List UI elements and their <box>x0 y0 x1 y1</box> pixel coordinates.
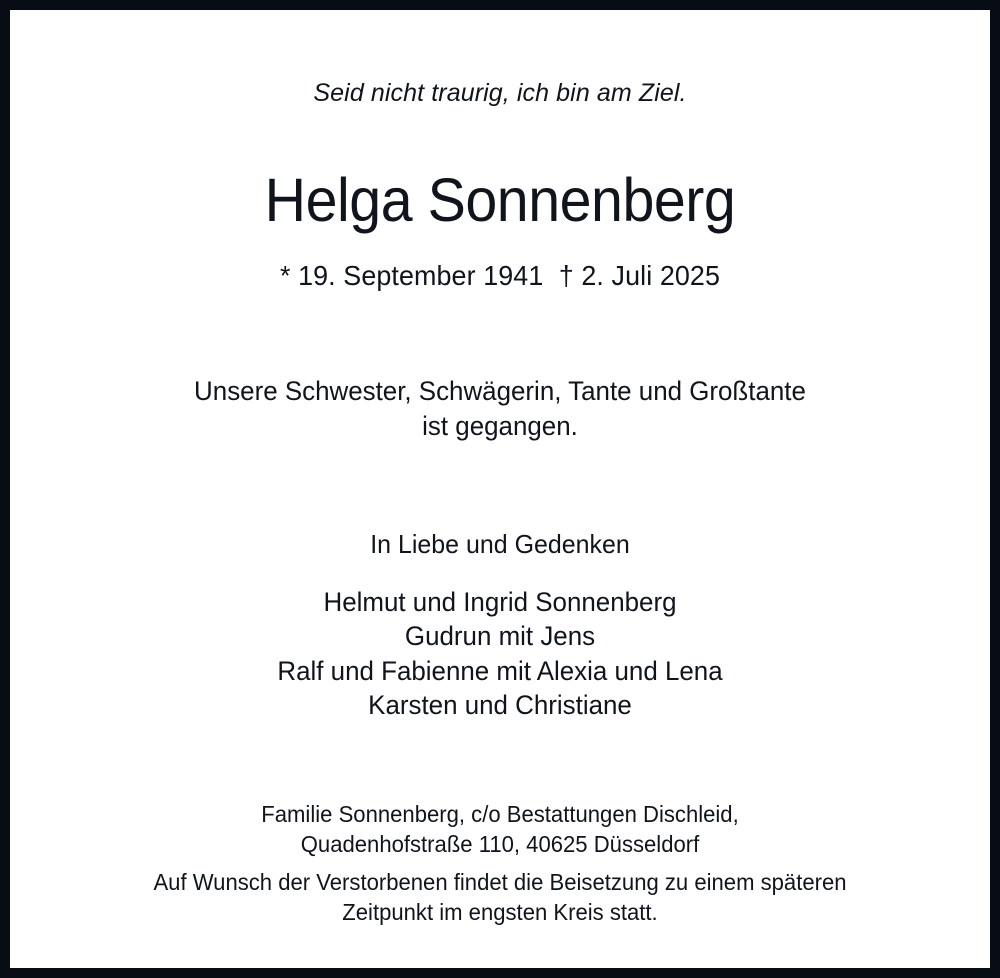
deceased-name: Helga Sonnenberg <box>264 166 736 234</box>
contact-line: Familie Sonnenberg, c/o Bestattungen Dischleid, <box>261 801 739 828</box>
survivor-line: Karsten und Christiane <box>368 689 632 720</box>
funeral-note-line: Auf Wunsch der Verstorbenen findet die Beisetzung zu einem späteren <box>153 868 847 895</box>
birth-date: * 19. September 1941 <box>279 260 544 292</box>
survivor-line: Helmut und Ingrid Sonnenberg <box>323 587 677 618</box>
funeral-note <box>30 868 971 928</box>
funeral-note-line: Zeitpunkt im engsten Kreis statt. <box>342 898 658 925</box>
survivor-line: Gudrun mit Jens <box>404 621 596 652</box>
survivor-line: Ralf und Fabienne mit Alexia und Lena <box>277 655 723 686</box>
death-notice <box>10 10 990 968</box>
survivors-list <box>30 585 971 722</box>
motto-text: Seid nicht traurig, ich bin am Ziel. <box>313 79 687 107</box>
contact-address <box>30 800 971 860</box>
relationship-line: ist gegangen. <box>422 411 578 442</box>
contact-line: Quadenhofstraße 110, 40625 Düsseldorf <box>300 831 700 858</box>
memorial-heading: In Liebe und Gedenken <box>370 528 630 559</box>
life-dates <box>30 259 971 293</box>
relationship-line: Unsere Schwester, Schwägerin, Tante und Großtante <box>194 375 806 406</box>
death-date: † 2. Juli 2025 <box>558 260 721 292</box>
relationship-statement <box>30 374 971 445</box>
